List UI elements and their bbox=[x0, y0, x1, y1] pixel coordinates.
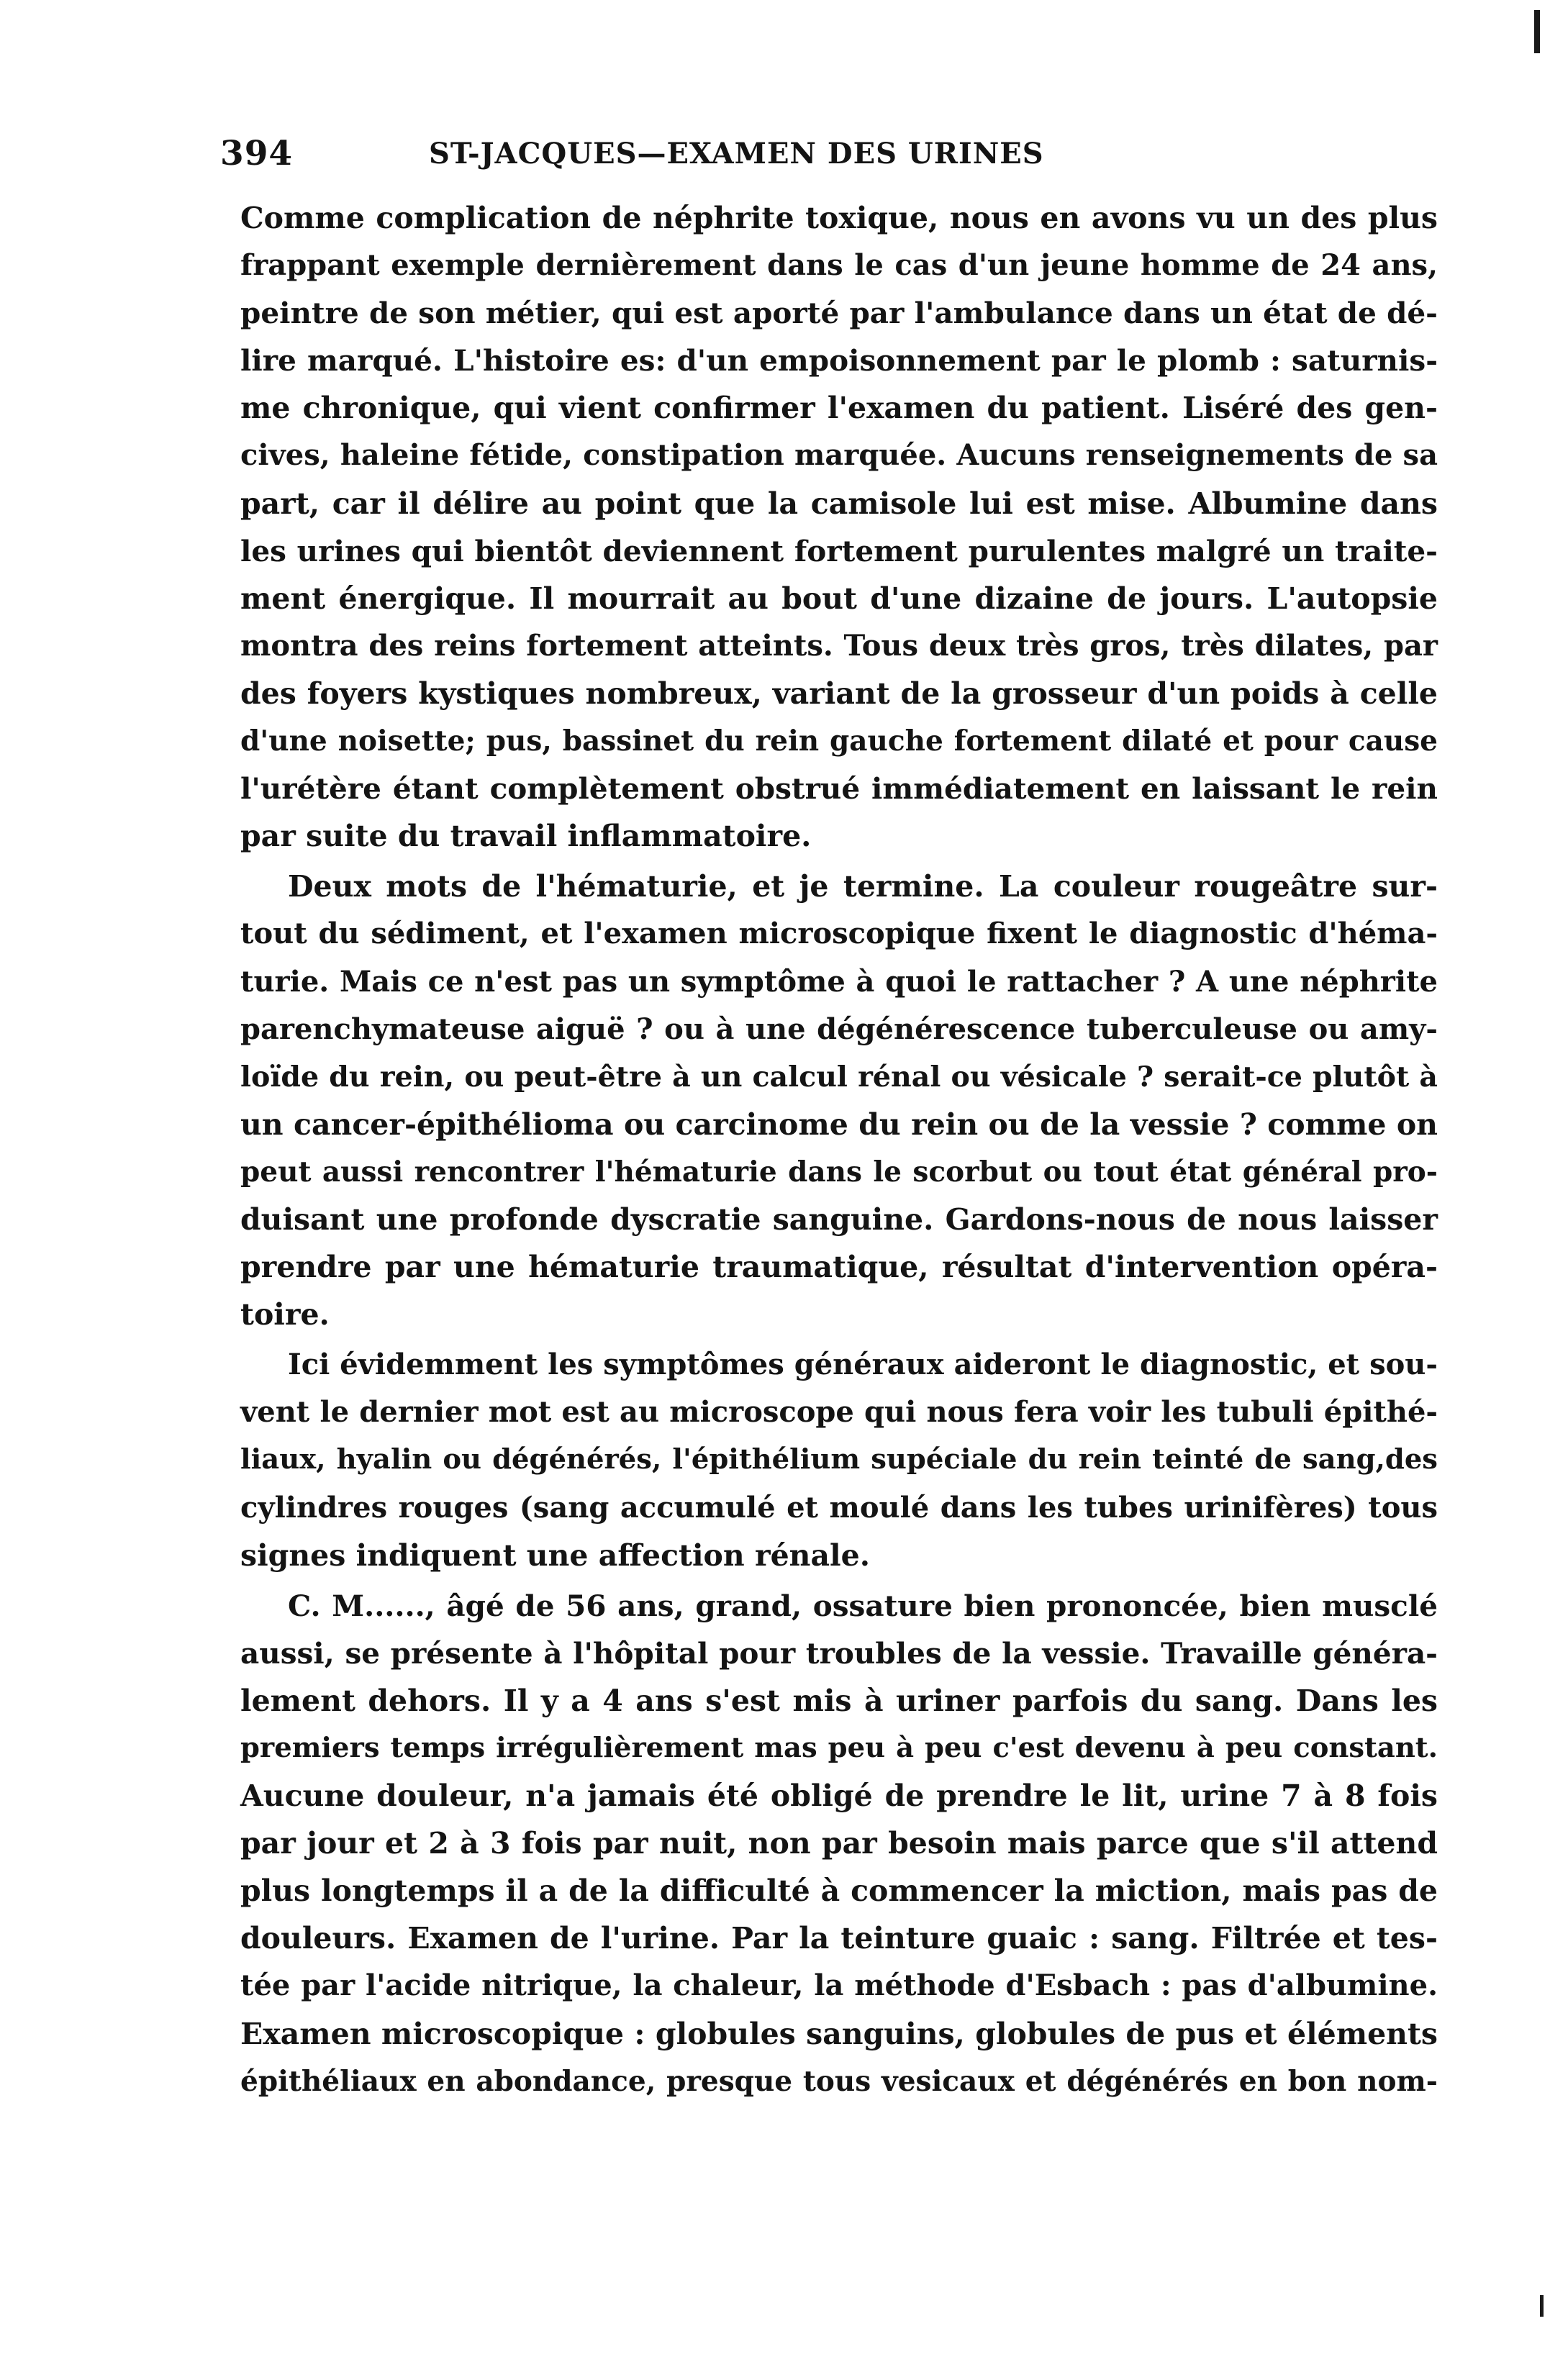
text-line: cives, haleine fétide, constipation marquée. Aucuns renseignements de sa bbox=[240, 438, 1438, 473]
body-text bbox=[240, 194, 1438, 2105]
text-line: douleurs. Examen de l'urine. Par la teinture guaic : sang. Filtrée et tes- bbox=[240, 1921, 1438, 1956]
text-line: tout du sédiment, et l'examen microscopique fixent le diagnostic d'héma- bbox=[240, 917, 1438, 951]
running-header bbox=[220, 134, 1444, 177]
text-line: des foyers kystiques nombreux, variant de la grosseur d'un poids à celle bbox=[240, 676, 1438, 711]
text-line: parenchymateuse aiguë ? ou à une dégénérescence tuberculeuse ou amy- bbox=[240, 1012, 1438, 1046]
paragraph-4 bbox=[240, 1582, 1438, 2105]
text-line: épithéliaux en abondance, presque tous vesicaux et dégénérés en bon nom- bbox=[240, 2064, 1438, 2098]
running-title: ST-JACQUES—EXAMEN DES URINES bbox=[429, 137, 1044, 171]
text-line: liaux, hyalin ou dégénérés, l'épithélium supéciale du rein teinté de sang,des bbox=[240, 1443, 1438, 1476]
scan-mark-right-edge bbox=[1540, 2295, 1544, 2317]
text-line: signes indiquent une affection rénale. bbox=[240, 1538, 870, 1573]
text-line: vent le dernier mot est au microscope qui nous fera voir les tubuli épithé- bbox=[240, 1395, 1438, 1430]
text-line: montra des reins fortement atteints. Tous deux très gros, très dilates, par bbox=[240, 628, 1438, 663]
text-line: turie. Mais ce n'est pas un symptôme à quoi le rattacher ? A une néphrite bbox=[240, 964, 1438, 999]
text-line: Comme complication de néphrite toxique, nous en avons vu un des plus bbox=[240, 201, 1438, 235]
paragraph-1 bbox=[240, 194, 1438, 860]
text-line: d'une noisette; pus, bassinet du rein gauche fortement dilaté et pour cause bbox=[240, 725, 1438, 758]
text-line: toire. bbox=[240, 1297, 330, 1332]
text-line: par jour et 2 à 3 fois par nuit, non par besoin mais parce que s'il attend bbox=[240, 1826, 1438, 1861]
text-line: Examen microscopique : globules sanguins, globules de pus et éléments bbox=[240, 2016, 1438, 2051]
text-line: les urines qui bientôt deviennent fortement purulentes malgré un traite- bbox=[240, 533, 1438, 568]
text-line: ment énergique. Il mourrait au bout d'une dizaine de jours. L'autopsie bbox=[240, 581, 1438, 616]
text-line: aussi, se présente à l'hôpital pour troubles de la vessie. Travaille généra- bbox=[240, 1635, 1438, 1671]
text-line: me chronique, qui vient confirmer l'examen du patient. Liséré des gen- bbox=[240, 391, 1438, 426]
text-line: peut aussi rencontrer l'hématurie dans le scorbut ou tout état général pro- bbox=[240, 1155, 1438, 1189]
text-line: l'urétère étant complètement obstrué immédiatement en laissant le rein bbox=[240, 771, 1438, 807]
text-line: tée par l'acide nitrique, la chaleur, la méthode d'Esbach : pas d'albumine. bbox=[240, 1968, 1438, 2003]
text-line: C. M......, âgé de 56 ans, grand, ossature bien prononcée, bien musclé bbox=[288, 1588, 1438, 1623]
text-line: lement dehors. Il y a 4 ans s'est mis à uriner parfois du sang. Dans les bbox=[240, 1683, 1438, 1718]
text-line: Deux mots de l'hématurie, et je termine. La couleur rougeâtre sur- bbox=[288, 869, 1438, 904]
text-line: prendre par une hématurie traumatique, résultat d'intervention opéra- bbox=[240, 1250, 1438, 1285]
text-line: part, car il délire au point que la camisole lui est mise. Albumine dans bbox=[240, 486, 1438, 521]
page-number: 394 bbox=[220, 134, 294, 173]
text-line: Aucune douleur, n'a jamais été obligé de prendre le lit, urine 7 à 8 fois bbox=[240, 1779, 1438, 1814]
text-line: plus longtemps il a de la difficulté à commencer la miction, mais pas de bbox=[240, 1873, 1438, 1909]
text-line: par suite du travail inflammatoire. bbox=[240, 819, 812, 854]
paragraph-2 bbox=[240, 863, 1438, 1338]
text-line: lire marqué. L'histoire es: d'un empoisonnement par le plomb : saturnis- bbox=[240, 343, 1438, 378]
scan-mark-top-right bbox=[1534, 10, 1540, 53]
text-line: loïde du rein, ou peut-être à un calcul rénal ou vésicale ? serait-ce plutôt à bbox=[240, 1060, 1438, 1094]
paragraph-3 bbox=[240, 1341, 1438, 1579]
text-line: frappant exemple dernièrement dans le cas d'un jeune homme de 24 ans, bbox=[240, 248, 1438, 283]
text-line: duisant une profonde dyscratie sanguine. Gardons-nous de nous laisser bbox=[240, 1202, 1438, 1237]
text-line: Ici évidemment les symptômes généraux aideront le diagnostic, et sou- bbox=[288, 1348, 1438, 1382]
text-line: premiers temps irrégulièrement mas peu à peu c'est devenu à peu constant. bbox=[240, 1732, 1438, 1764]
text-line: un cancer-épithélioma ou carcinome du rein ou de la vessie ? comme on bbox=[240, 1107, 1438, 1142]
text-line: peintre de son métier, qui est aporté par l'ambulance dans un état de dé- bbox=[240, 296, 1438, 331]
text-line: cylindres rouges (sang accumulé et moulé dans les tubes urinifères) tous bbox=[240, 1490, 1438, 1525]
